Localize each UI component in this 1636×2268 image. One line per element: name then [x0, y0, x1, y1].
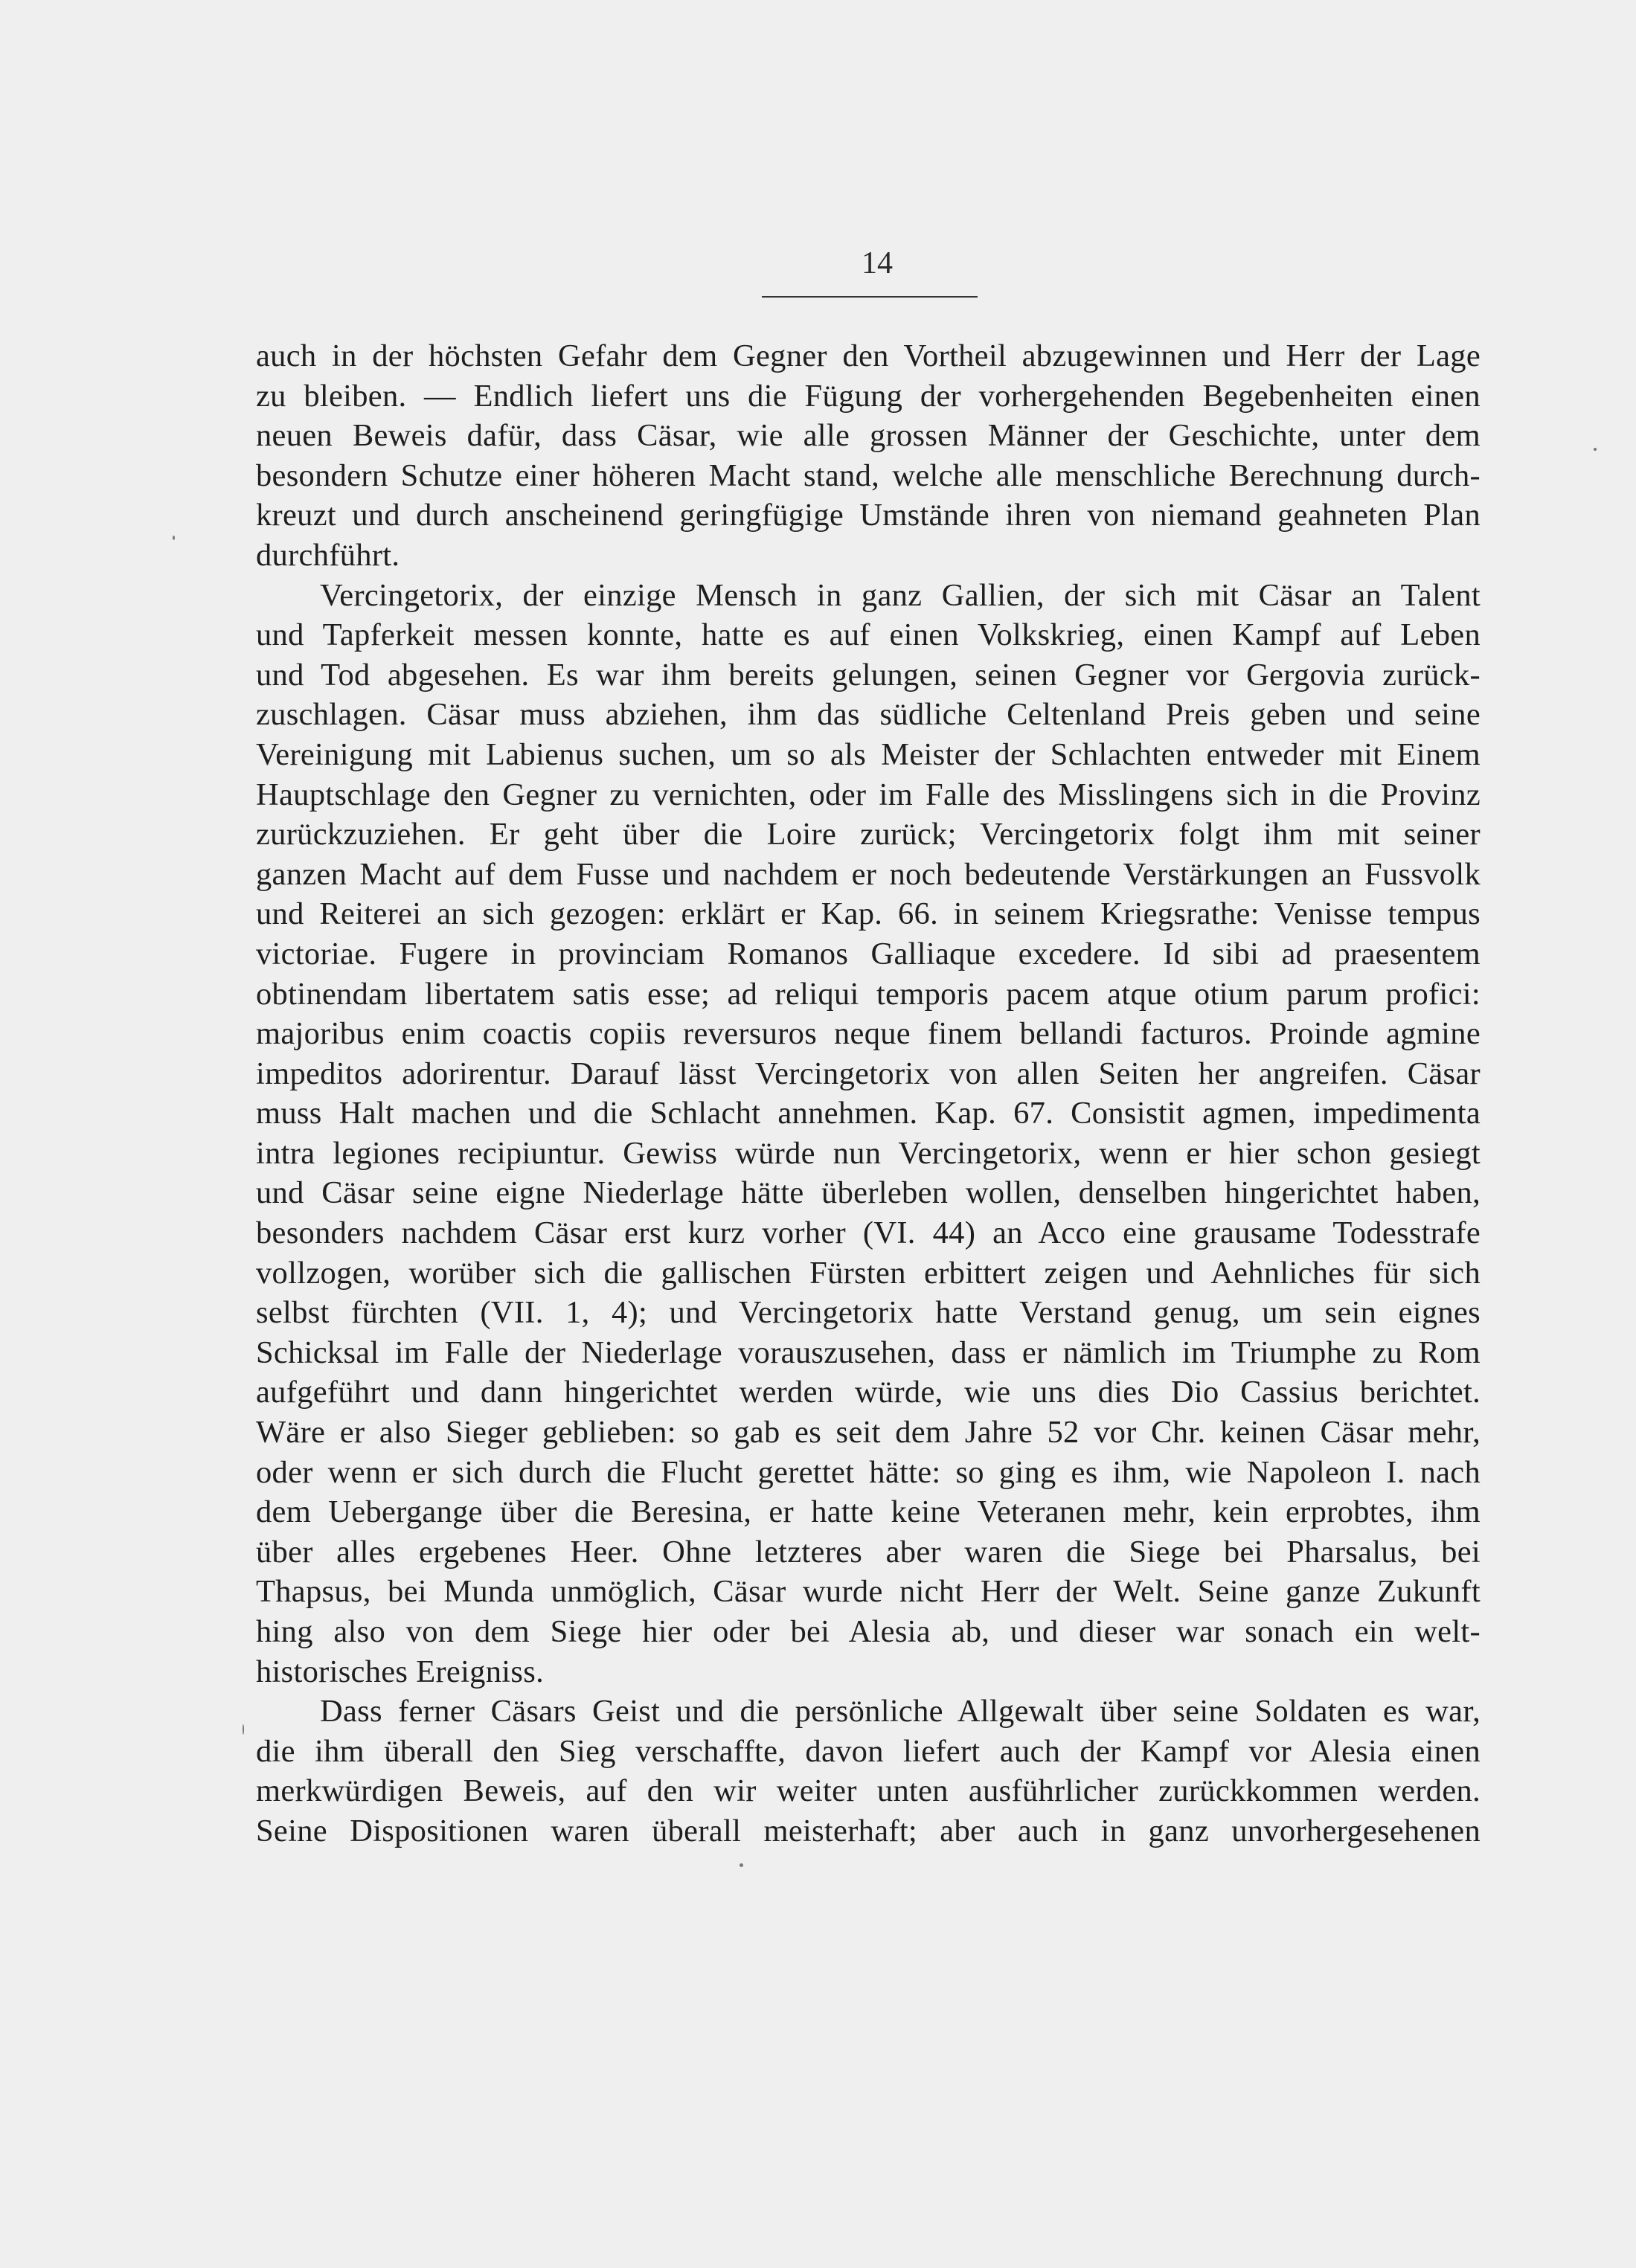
paragraph-start-line: Dass ferner Cäsars Geist und die persönliche Allgewalt über seine Soldaten es war, — [320, 1694, 1481, 1729]
text-line: intra legiones recipiuntur. Gewiss würde nun Vercingetorix, wenn er hier schon gesiegt — [256, 1135, 1481, 1171]
text-line: oder wenn er sich durch die Flucht gerettet hätte: so ging es ihm, wie Napoleon I. nach — [256, 1454, 1481, 1490]
text-line: selbst fürchten (VII. 1, 4); und Vercingetorix hatte Verstand genug, um sein eignes — [256, 1295, 1481, 1331]
text-line: Schicksal im Falle der Niederlage vorauszusehen, dass er nämlich im Triumphe zu Rom — [256, 1334, 1481, 1370]
text-line: victoriae. Fugere in provinciam Romanos Galliaque excedere. Id sibi ad praesentem — [256, 936, 1481, 971]
paper-speck — [173, 536, 175, 540]
text-line: besondern Schutze einer höheren Macht stand, welche alle menschliche Berechnung durch- — [256, 457, 1481, 493]
paper-speck — [740, 1863, 743, 1867]
text-line: und Cäsar seine eigne Niederlage hätte überleben wollen, denselben hingerichtet haben, — [256, 1175, 1481, 1211]
text-line: vollzogen, worüber sich die gallischen Fürsten erbittert zeigen und Aehnliches für sich — [256, 1255, 1481, 1291]
text-line: Vereinigung mit Labienus suchen, um so als Meister der Schlachten entweder mit Einem — [256, 736, 1481, 772]
header-rule — [762, 296, 978, 298]
text-line: Seine Dispositionen waren überall meisterhaft; aber auch in ganz unvorhergesehenen — [256, 1813, 1481, 1848]
text-line: ganzen Macht auf dem Fusse und nachdem er noch bedeutende Verstärkungen an Fussvolk — [256, 856, 1481, 892]
page-number: 14 — [862, 246, 893, 280]
text-line: zu bleiben. — Endlich liefert uns die Fügung der vorhergehenden Begebenheiten einen — [256, 378, 1481, 414]
text-line: und Reiterei an sich gezogen: erklärt er Kap. 66. in seinem Kriegsrathe: Venisse tempus — [256, 896, 1481, 932]
text-line: Wäre er also Sieger geblieben: so gab es seit dem Jahre 52 vor Chr. keinen Cäsar mehr, — [256, 1415, 1481, 1451]
text-line: über alles ergebenes Heer. Ohne letzteres aber waren die Siege bei Pharsalus, bei — [256, 1534, 1481, 1570]
text-line: Hauptschlage den Gegner zu vernichten, oder im Falle des Misslingens sich in die Provinz — [256, 777, 1481, 812]
text-line: besonders nachdem Cäsar erst kurz vorher (VI. 44) an Acco eine grausame Todesstrafe — [256, 1215, 1481, 1251]
text-line: Thapsus, bei Munda unmöglich, Cäsar wurde nicht Herr der Welt. Seine ganze Zukunft — [256, 1574, 1481, 1610]
text-line: kreuzt und durch anscheinend geringfügige Umstände ihren von niemand geahneten Plan — [256, 498, 1481, 533]
text-line: muss Halt machen und die Schlacht annehmen. Kap. 67. Consistit agmen, impedimenta — [256, 1096, 1481, 1131]
text-line: majoribus enim coactis copiis reversuros neque finem bellandi facturos. Proinde agmine — [256, 1016, 1481, 1052]
text-line: und Tod abgesehen. Es war ihm bereits gelungen, seinen Gegner vor Gergovia zurück- — [256, 657, 1481, 693]
text-line: auch in der höchsten Gefahr dem Gegner den Vortheil abzugewinnen und Herr der Lage — [256, 338, 1481, 373]
text-line: und Tapferkeit messen konnte, hatte es auf einen Volkskrieg, einen Kampf auf Leben — [256, 617, 1481, 653]
text-line: neuen Beweis dafür, dass Cäsar, wie alle grossen Männer der Geschichte, unter dem — [256, 418, 1481, 454]
text-line: durchführt. — [256, 537, 400, 573]
body-text — [256, 336, 1481, 1851]
text-line: die ihm überall den Sieg verschaffte, davon liefert auch der Kampf vor Alesia einen — [256, 1733, 1481, 1769]
text-line: aufgeführt und dann hingerichtet werden würde, wie uns dies Dio Cassius berichtet. — [256, 1375, 1481, 1410]
paragraph-start-line: Vercingetorix, der einzige Mensch in ganz Gallien, der sich mit Cäsar an Talent — [320, 577, 1481, 613]
text-line: zurückzuziehen. Er geht über die Loire zurück; Vercingetorix folgt ihm mit seiner — [256, 817, 1481, 852]
text-line: impeditos adorirentur. Darauf lässt Vercingetorix von allen Seiten her angreifen. Cäsar — [256, 1056, 1481, 1091]
text-line: historisches Ereigniss. — [256, 1654, 544, 1689]
text-line: obtinendam libertatem satis esse; ad reliqui temporis pacem atque otium parum profici: — [256, 976, 1481, 1012]
text-line: zuschlagen. Cäsar muss abziehen, ihm das südliche Celtenland Preis geben und seine — [256, 697, 1481, 733]
text-line: dem Uebergange über die Beresina, er hatte keine Veteranen mehr, kein erprobtes, ihm — [256, 1494, 1481, 1530]
text-line: hing also von dem Siege hier oder bei Alesia ab, und dieser war sonach ein welt- — [256, 1614, 1481, 1649]
text-line: merkwürdigen Beweis, auf den wir weiter unten ausführlicher zurückkommen werden. — [256, 1773, 1481, 1809]
paper-speck — [1594, 448, 1597, 451]
paper-speck — [243, 1724, 244, 1735]
